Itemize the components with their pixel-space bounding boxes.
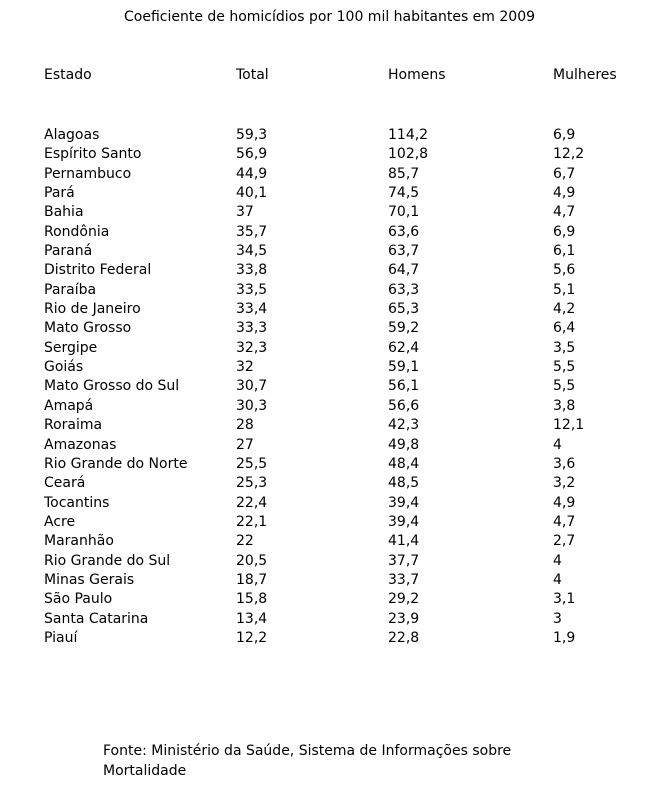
total-cell: 13,4 [236, 610, 268, 627]
state-cell: Mato Grosso [44, 320, 132, 337]
homens-cell: 48,4 [388, 455, 420, 472]
total-cell: 37 [236, 204, 254, 221]
column-header-estado: Estado [44, 67, 92, 83]
homens-cell: 22,8 [388, 629, 420, 646]
state-cell: Rondônia [44, 223, 110, 240]
mulheres-cell: 3,2 [553, 475, 576, 492]
state-cell: Santa Catarina [44, 610, 149, 627]
mulheres-cell: 3 [553, 610, 562, 627]
homens-cell: 39,4 [388, 513, 420, 530]
homens-cell: 39,4 [388, 494, 420, 511]
state-cell: Rio Grande do Sul [44, 552, 171, 569]
mulheres-cell: 5,5 [553, 359, 576, 376]
homens-cell: 64,7 [388, 262, 420, 279]
mulheres-cell: 6,7 [553, 165, 576, 182]
total-cell: 25,5 [236, 455, 268, 472]
mulheres-cell: 6,9 [553, 127, 576, 143]
table-row [44, 281, 644, 300]
total-cell: 35,7 [236, 223, 268, 240]
homens-cell: 85,7 [388, 165, 420, 182]
homens-cell: 29,2 [388, 591, 420, 608]
total-cell: 33,5 [236, 281, 268, 298]
homens-cell: 65,3 [388, 301, 420, 318]
state-cell: Piauí [44, 629, 78, 646]
state-cell: Ceará [44, 475, 86, 492]
table-row [44, 184, 644, 203]
table-row [44, 339, 644, 358]
homens-cell: 41,4 [388, 533, 420, 550]
mulheres-cell: 1,9 [553, 629, 576, 646]
table-row [44, 397, 644, 416]
mulheres-cell: 4,2 [553, 301, 576, 318]
mulheres-cell: 6,4 [553, 320, 576, 337]
table-row [44, 436, 644, 455]
total-cell: 22,4 [236, 494, 268, 511]
table-row [44, 223, 644, 242]
total-cell: 25,3 [236, 475, 268, 492]
homens-cell: 48,5 [388, 475, 420, 492]
homens-cell: 37,7 [388, 552, 420, 569]
mulheres-cell: 4,9 [553, 494, 576, 511]
homens-cell: 23,9 [388, 610, 420, 627]
mulheres-cell: 4,9 [553, 185, 576, 202]
total-cell: 33,8 [236, 262, 268, 279]
homens-cell: 63,6 [388, 223, 420, 240]
table-title: Coeficiente de homicídios por 100 mil habitantes em 2009 [123, 9, 536, 25]
homens-cell: 56,6 [388, 397, 420, 414]
total-cell: 20,5 [236, 552, 268, 569]
table-row [44, 261, 644, 280]
total-cell: 12,2 [236, 629, 268, 646]
table-row [44, 474, 644, 493]
table-row [44, 126, 644, 145]
state-cell: Rio de Janeiro [44, 301, 141, 318]
mulheres-cell: 4 [553, 571, 562, 588]
mulheres-cell: 3,5 [553, 339, 576, 356]
mulheres-cell: 12,1 [553, 417, 585, 434]
state-cell: Pernambuco [44, 165, 132, 182]
homens-cell: 49,8 [388, 436, 420, 453]
total-cell: 32 [236, 359, 254, 376]
state-cell: Paraíba [44, 281, 97, 298]
total-cell: 28 [236, 417, 254, 434]
total-cell: 15,8 [236, 591, 268, 608]
total-cell: 32,3 [236, 339, 268, 356]
mulheres-cell: 5,5 [553, 378, 576, 395]
total-cell: 56,9 [236, 146, 268, 163]
homens-cell: 59,2 [388, 320, 420, 337]
homens-cell: 33,7 [388, 571, 420, 588]
homens-cell: 63,7 [388, 243, 420, 260]
table-row [44, 610, 644, 629]
total-cell: 34,5 [236, 243, 268, 260]
total-cell: 59,3 [236, 127, 268, 143]
table-row [44, 300, 644, 319]
column-header-total: Total [236, 67, 269, 83]
state-cell: Rio Grande do Norte [44, 455, 188, 472]
total-cell: 30,7 [236, 378, 268, 395]
table-row [44, 571, 644, 590]
state-cell: Espírito Santo [44, 146, 142, 163]
total-cell: 33,3 [236, 320, 268, 337]
source-note: Fonte: Ministério da Saúde, Sistema de Informações sobre Mortalidade [103, 743, 512, 779]
state-cell: Pará [44, 185, 75, 202]
homens-cell: 63,3 [388, 281, 420, 298]
total-cell: 30,3 [236, 397, 268, 414]
mulheres-cell: 6,9 [553, 223, 576, 240]
table-header-row [44, 67, 644, 86]
column-header-mulheres: Mulheres [553, 67, 617, 83]
state-cell: Maranhão [44, 533, 114, 550]
homens-cell: 114,2 [388, 127, 429, 143]
table-row [44, 416, 644, 435]
mulheres-cell: 3,8 [553, 397, 576, 414]
state-cell: Alagoas [44, 127, 100, 143]
total-cell: 27 [236, 436, 254, 453]
homens-cell: 56,1 [388, 378, 420, 395]
mulheres-cell: 6,1 [553, 243, 576, 260]
mulheres-cell: 2,7 [553, 533, 576, 550]
state-cell: Roraima [44, 417, 103, 434]
homens-cell: 59,1 [388, 359, 420, 376]
state-cell: Acre [44, 513, 76, 530]
homens-cell: 70,1 [388, 204, 420, 221]
mulheres-cell: 3,6 [553, 455, 576, 472]
mulheres-cell: 4 [553, 552, 562, 569]
mulheres-cell: 12,2 [553, 146, 585, 163]
table-row [44, 552, 644, 571]
table-row [44, 532, 644, 551]
total-cell: 18,7 [236, 571, 268, 588]
table-row [44, 377, 644, 396]
table-body [44, 126, 644, 648]
mulheres-cell: 3,1 [553, 591, 576, 608]
total-cell: 22 [236, 533, 254, 550]
state-cell: São Paulo [44, 591, 113, 608]
mulheres-cell: 4 [553, 436, 562, 453]
state-cell: Tocantins [44, 494, 110, 511]
state-cell: Paraná [44, 243, 93, 260]
total-cell: 22,1 [236, 513, 268, 530]
state-cell: Amazonas [44, 436, 117, 453]
homens-cell: 62,4 [388, 339, 420, 356]
table-row [44, 358, 644, 377]
state-cell: Distrito Federal [44, 262, 152, 279]
total-cell: 40,1 [236, 185, 268, 202]
state-cell: Amapá [44, 397, 94, 414]
mulheres-cell: 5,6 [553, 262, 576, 279]
table-row [44, 145, 644, 164]
state-cell: Minas Gerais [44, 571, 135, 588]
table-row [44, 494, 644, 513]
table-row [44, 242, 644, 261]
state-cell: Sergipe [44, 339, 98, 356]
total-cell: 33,4 [236, 301, 268, 318]
homens-cell: 102,8 [388, 146, 429, 163]
table-row [44, 165, 644, 184]
state-cell: Mato Grosso do Sul [44, 378, 180, 395]
table-row [44, 513, 644, 532]
table-row [44, 629, 644, 648]
state-cell: Bahia [44, 204, 84, 221]
total-cell: 44,9 [236, 165, 268, 182]
homens-cell: 74,5 [388, 185, 420, 202]
table-row [44, 319, 644, 338]
mulheres-cell: 5,1 [553, 281, 576, 298]
table-row [44, 590, 644, 609]
mulheres-cell: 4,7 [553, 204, 576, 221]
mulheres-cell: 4,7 [553, 513, 576, 530]
state-cell: Goiás [44, 359, 84, 376]
column-header-homens: Homens [388, 67, 446, 83]
table-row [44, 203, 644, 222]
table-row [44, 455, 644, 474]
homens-cell: 42,3 [388, 417, 420, 434]
